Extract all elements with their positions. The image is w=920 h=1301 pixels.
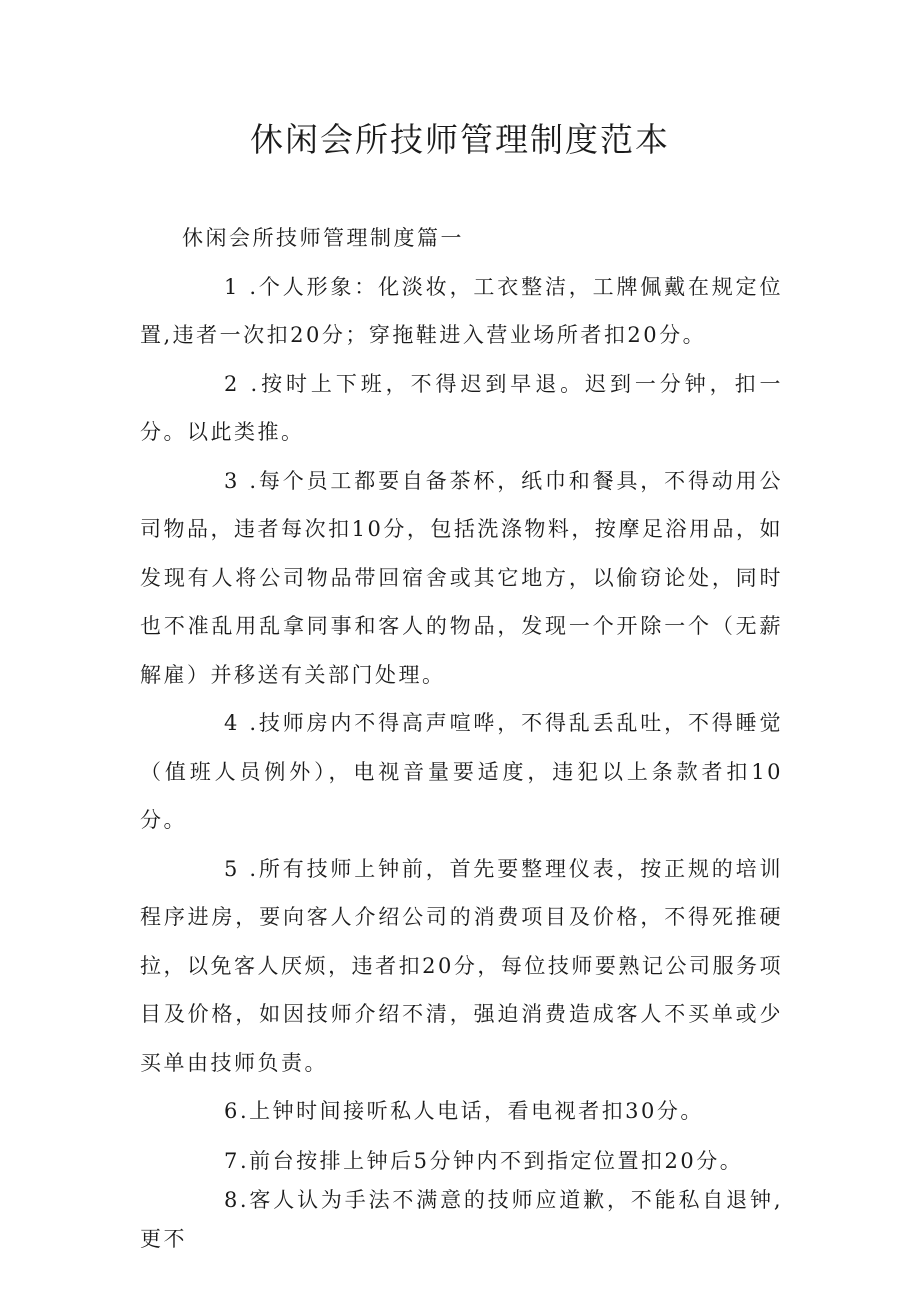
item-text: .每个员工都要自备茶杯，纸巾和餐具，不得动用公司物品，违者每次扣10分，包括洗涤物料，按摩足浴用品，如发现有人将公司物品带回宿舍或其它地方，以偷窃论处，同时也不准乱用乱拿同事和客人的物品，发现一个开除一个（无薪解雇）并移送有关部门处理。 [140,468,783,687]
list-item [140,263,783,360]
list-item [140,845,783,1088]
section-heading: 休闲会所技师管理制度篇一 [182,226,464,250]
item-text: .上钟时间接听私人电话，看电视者扣30分。 [240,1099,704,1123]
item-number: 4 [224,711,240,735]
item-number: 5 [224,856,240,881]
item-number: 7 [224,1148,240,1173]
list-item [140,1087,783,1136]
item-text: .客人认为手法不满意的技师应道歉，不能私自退钟,更不 [140,1187,783,1251]
list-item [140,699,783,845]
item-text: .技师房内不得高声喧哗，不得乱丢乱吐，不得睡觉（值班人员例外），电视音量要适度，违犯以上条款者扣10分。 [140,711,783,832]
item-number: 3 [224,468,240,493]
document-body [140,214,783,1259]
item-number: 1 [224,274,240,299]
item-number: 8 [224,1187,240,1212]
list-item [140,1181,783,1259]
item-number: 2 [224,371,240,396]
list-item [140,360,783,457]
item-text: .按时上下班，不得迟到早退。迟到一分钟，扣一分。以此类推。 [140,371,783,444]
item-text: .所有技师上钟前，首先要整理仪表，按正规的培训程序进房，要向客人介绍公司的消费项目及价格，不得死推硬拉，以免客人厌烦，违者扣20分，每位技师要熟记公司服务项目及价格，如因技师介绍不清，强迫消费造成客人不买单或少买单由技师负责。 [140,856,783,1075]
item-text: .前台按排上钟后5分钟内不到指定位置扣20分。 [240,1148,744,1173]
item-number: 6 [224,1099,240,1123]
list-item [140,1142,783,1181]
document-title: 休闲会所技师管理制度范本 [250,120,670,159]
list-item [140,457,783,700]
item-text: .个人形象：化淡妆，工衣整洁，工牌佩戴在规定位置,违者一次扣20分；穿拖鞋进入营业场所者扣20分。 [140,274,783,347]
